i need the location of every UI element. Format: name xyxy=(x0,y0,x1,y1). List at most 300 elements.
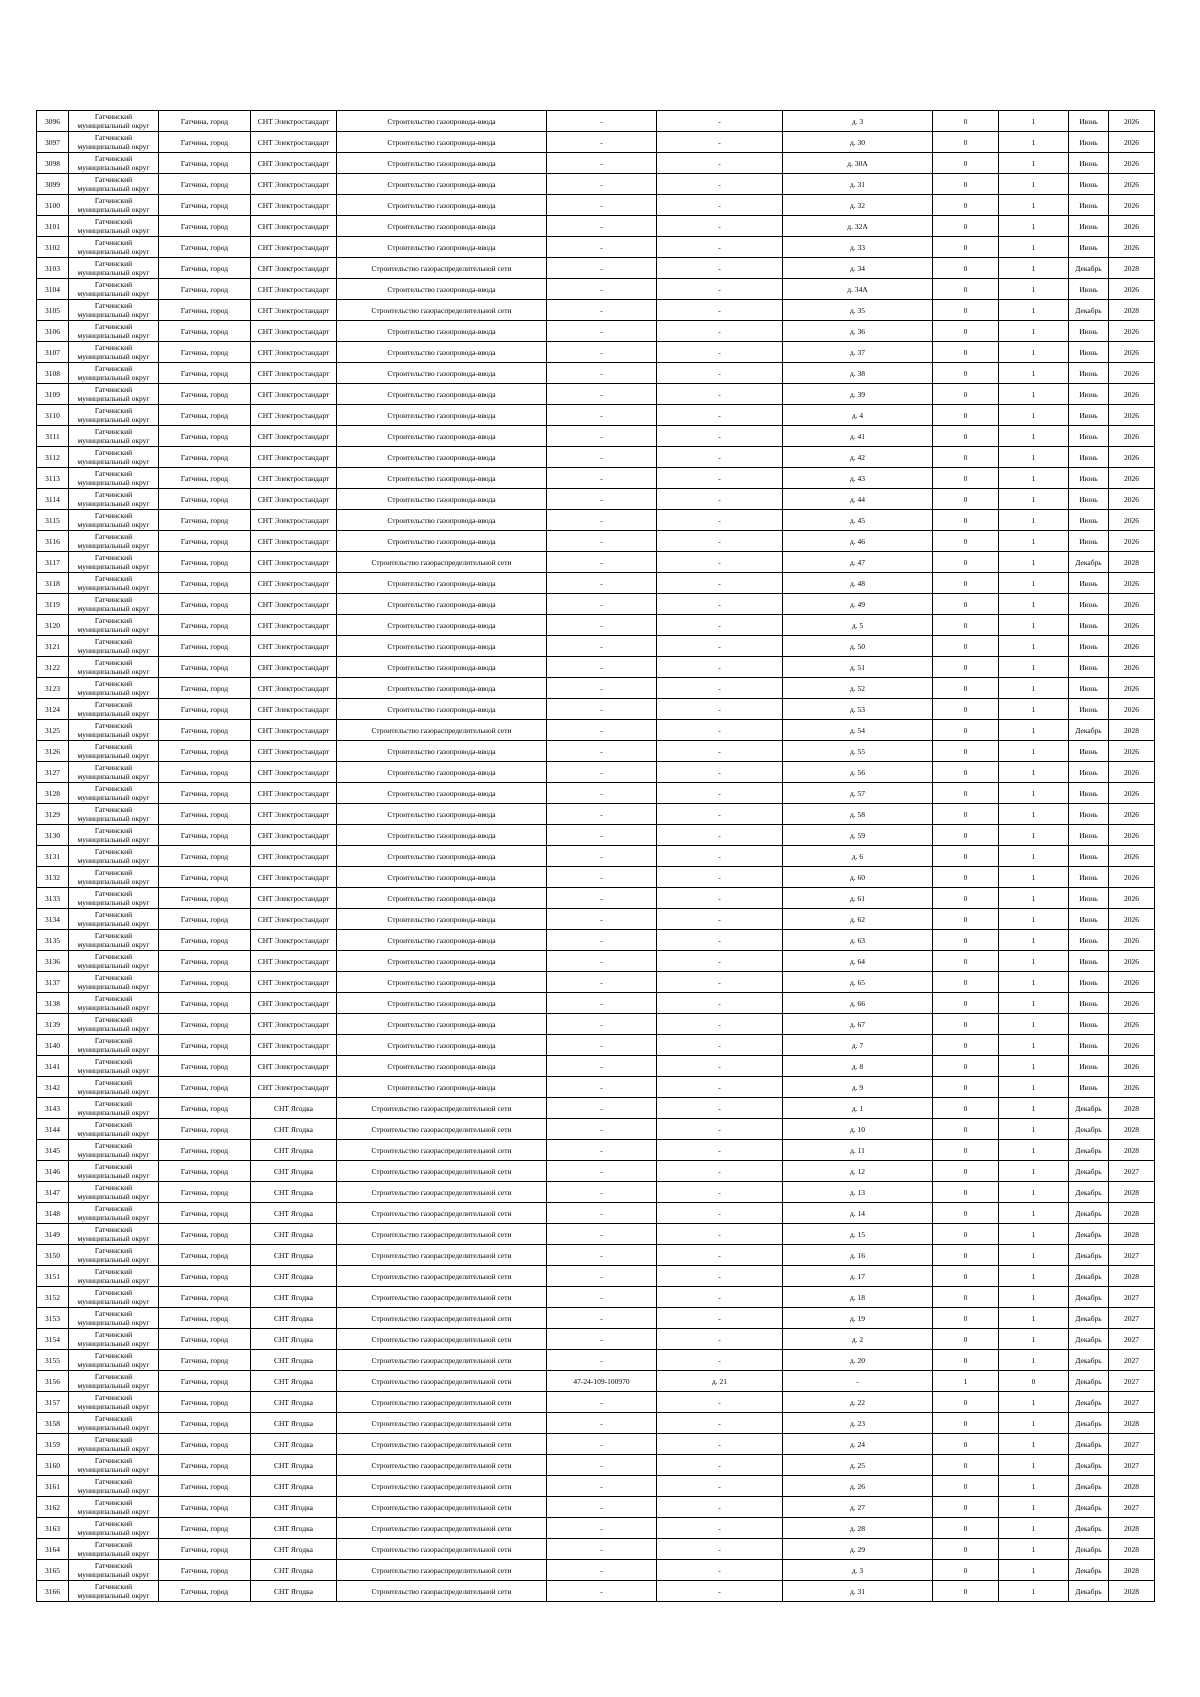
count-existing-cell: 0 xyxy=(933,930,999,951)
house-planned-cell: д. 34 xyxy=(783,258,933,279)
house-connected-cell: - xyxy=(657,699,783,720)
row-number-cell: 3160 xyxy=(37,1455,69,1476)
district-cell: Гатчинский муниципальный округ xyxy=(69,846,159,867)
table-row xyxy=(37,1539,1155,1560)
count-existing-cell: 0 xyxy=(933,1350,999,1371)
table-row xyxy=(37,279,1155,300)
snt-cell: СНТ Электростандарт xyxy=(251,615,337,636)
row-number-cell: 3114 xyxy=(37,489,69,510)
house-connected-cell: - xyxy=(657,1161,783,1182)
cadastral-number-cell: - xyxy=(547,216,657,237)
snt-cell: СНТ Электростандарт xyxy=(251,1056,337,1077)
count-existing-cell: 0 xyxy=(933,342,999,363)
cadastral-number-cell: - xyxy=(547,1329,657,1350)
snt-cell: СНТ Электростандарт xyxy=(251,1035,337,1056)
row-number-cell: 3130 xyxy=(37,825,69,846)
year-cell: 2027 xyxy=(1109,1329,1155,1350)
locality-cell: Гатчина, город xyxy=(159,699,251,720)
table-row xyxy=(37,972,1155,993)
count-existing-cell: 0 xyxy=(933,594,999,615)
year-cell: 2026 xyxy=(1109,825,1155,846)
row-number-cell: 3125 xyxy=(37,720,69,741)
cadastral-number-cell: - xyxy=(547,1140,657,1161)
snt-cell: СНТ Электростандарт xyxy=(251,153,337,174)
count-planned-cell: 1 xyxy=(999,951,1069,972)
count-planned-cell: 1 xyxy=(999,1182,1069,1203)
count-existing-cell: 0 xyxy=(933,867,999,888)
cadastral-number-cell: - xyxy=(547,1035,657,1056)
house-connected-cell: - xyxy=(657,741,783,762)
snt-cell: СНТ Электростандарт xyxy=(251,804,337,825)
house-planned-cell: д. 25 xyxy=(783,1455,933,1476)
snt-cell: СНТ Ягодка xyxy=(251,1203,337,1224)
count-planned-cell: 1 xyxy=(999,1497,1069,1518)
count-planned-cell: 1 xyxy=(999,489,1069,510)
count-planned-cell: 1 xyxy=(999,783,1069,804)
count-existing-cell: 0 xyxy=(933,1539,999,1560)
count-planned-cell: 1 xyxy=(999,1581,1069,1602)
month-cell: Июнь xyxy=(1069,384,1109,405)
district-cell: Гатчинский муниципальный округ xyxy=(69,1539,159,1560)
count-planned-cell: 1 xyxy=(999,1161,1069,1182)
locality-cell: Гатчина, город xyxy=(159,1308,251,1329)
month-cell: Декабрь xyxy=(1069,1539,1109,1560)
snt-cell: СНТ Электростандарт xyxy=(251,573,337,594)
table-row xyxy=(37,804,1155,825)
locality-cell: Гатчина, город xyxy=(159,258,251,279)
count-existing-cell: 0 xyxy=(933,846,999,867)
district-cell: Гатчинский муниципальный округ xyxy=(69,321,159,342)
locality-cell: Гатчина, город xyxy=(159,720,251,741)
row-number-cell: 3142 xyxy=(37,1077,69,1098)
locality-cell: Гатчина, город xyxy=(159,1161,251,1182)
house-planned-cell: д. 3 xyxy=(783,111,933,132)
house-planned-cell: д. 45 xyxy=(783,510,933,531)
house-connected-cell: - xyxy=(657,510,783,531)
house-planned-cell: д. 37 xyxy=(783,342,933,363)
row-number-cell: 3141 xyxy=(37,1056,69,1077)
cadastral-number-cell: - xyxy=(547,1119,657,1140)
cadastral-number-cell: - xyxy=(547,279,657,300)
row-number-cell: 3146 xyxy=(37,1161,69,1182)
house-planned-cell: д. 4 xyxy=(783,405,933,426)
month-cell: Июнь xyxy=(1069,909,1109,930)
year-cell: 2028 xyxy=(1109,552,1155,573)
locality-cell: Гатчина, город xyxy=(159,867,251,888)
table-row xyxy=(37,132,1155,153)
district-cell: Гатчинский муниципальный округ xyxy=(69,1287,159,1308)
year-cell: 2026 xyxy=(1109,972,1155,993)
table-row xyxy=(37,1413,1155,1434)
table-row xyxy=(37,1350,1155,1371)
house-connected-cell: - xyxy=(657,930,783,951)
row-number-cell: 3138 xyxy=(37,993,69,1014)
locality-cell: Гатчина, город xyxy=(159,1350,251,1371)
snt-cell: СНТ Электростандарт xyxy=(251,237,337,258)
count-existing-cell: 0 xyxy=(933,804,999,825)
year-cell: 2026 xyxy=(1109,741,1155,762)
house-planned-cell: - xyxy=(783,1371,933,1392)
table-row xyxy=(37,1140,1155,1161)
year-cell: 2026 xyxy=(1109,1056,1155,1077)
snt-cell: СНТ Электростандарт xyxy=(251,531,337,552)
district-cell: Гатчинский муниципальный округ xyxy=(69,1413,159,1434)
house-connected-cell: - xyxy=(657,300,783,321)
count-existing-cell: 0 xyxy=(933,762,999,783)
table-row xyxy=(37,258,1155,279)
cadastral-number-cell: - xyxy=(547,1392,657,1413)
house-connected-cell: - xyxy=(657,1560,783,1581)
table-row xyxy=(37,216,1155,237)
house-connected-cell: - xyxy=(657,909,783,930)
month-cell: Декабрь xyxy=(1069,1161,1109,1182)
work-type-cell: Строительство газопровода-ввода xyxy=(337,804,547,825)
cadastral-number-cell: - xyxy=(547,1413,657,1434)
district-cell: Гатчинский муниципальный округ xyxy=(69,552,159,573)
count-planned-cell: 1 xyxy=(999,468,1069,489)
cadastral-number-cell: - xyxy=(547,1056,657,1077)
work-type-cell: Строительство газопровода-ввода xyxy=(337,426,547,447)
district-cell: Гатчинский муниципальный округ xyxy=(69,951,159,972)
row-number-cell: 3103 xyxy=(37,258,69,279)
cadastral-number-cell: - xyxy=(547,804,657,825)
district-cell: Гатчинский муниципальный округ xyxy=(69,426,159,447)
locality-cell: Гатчина, город xyxy=(159,657,251,678)
count-existing-cell: 0 xyxy=(933,237,999,258)
row-number-cell: 3121 xyxy=(37,636,69,657)
month-cell: Декабрь xyxy=(1069,1329,1109,1350)
year-cell: 2026 xyxy=(1109,993,1155,1014)
work-type-cell: Строительство газопровода-ввода xyxy=(337,447,547,468)
month-cell: Декабрь xyxy=(1069,1098,1109,1119)
year-cell: 2026 xyxy=(1109,405,1155,426)
year-cell: 2028 xyxy=(1109,300,1155,321)
snt-cell: СНТ Электростандарт xyxy=(251,741,337,762)
table-row xyxy=(37,468,1155,489)
cadastral-number-cell: - xyxy=(547,300,657,321)
cadastral-number-cell: - xyxy=(547,846,657,867)
count-planned-cell: 1 xyxy=(999,1287,1069,1308)
house-connected-cell: - xyxy=(657,132,783,153)
count-planned-cell: 1 xyxy=(999,195,1069,216)
work-type-cell: Строительство газопровода-ввода xyxy=(337,216,547,237)
locality-cell: Гатчина, город xyxy=(159,1539,251,1560)
row-number-cell: 3145 xyxy=(37,1140,69,1161)
house-planned-cell: д. 26 xyxy=(783,1476,933,1497)
table-row xyxy=(37,1329,1155,1350)
table-row xyxy=(37,1056,1155,1077)
work-type-cell: Строительство газораспределительной сети xyxy=(337,1476,547,1497)
year-cell: 2028 xyxy=(1109,1224,1155,1245)
year-cell: 2026 xyxy=(1109,468,1155,489)
table-row xyxy=(37,825,1155,846)
table-row xyxy=(37,741,1155,762)
house-planned-cell: д. 65 xyxy=(783,972,933,993)
cadastral-number-cell: - xyxy=(547,636,657,657)
district-cell: Гатчинский муниципальный округ xyxy=(69,1245,159,1266)
count-existing-cell: 0 xyxy=(933,384,999,405)
house-planned-cell: д. 14 xyxy=(783,1203,933,1224)
locality-cell: Гатчина, город xyxy=(159,1518,251,1539)
house-planned-cell: д. 16 xyxy=(783,1245,933,1266)
count-existing-cell: 0 xyxy=(933,636,999,657)
year-cell: 2026 xyxy=(1109,111,1155,132)
count-planned-cell: 1 xyxy=(999,699,1069,720)
year-cell: 2026 xyxy=(1109,1077,1155,1098)
work-type-cell: Строительство газопровода-ввода xyxy=(337,1014,547,1035)
count-planned-cell: 1 xyxy=(999,930,1069,951)
house-connected-cell: - xyxy=(657,804,783,825)
month-cell: Декабрь xyxy=(1069,1371,1109,1392)
count-existing-cell: 0 xyxy=(933,1581,999,1602)
snt-cell: СНТ Электростандарт xyxy=(251,363,337,384)
table-row xyxy=(37,237,1155,258)
count-planned-cell: 1 xyxy=(999,573,1069,594)
work-type-cell: Строительство газопровода-ввода xyxy=(337,342,547,363)
cadastral-number-cell: - xyxy=(547,741,657,762)
work-type-cell: Строительство газопровода-ввода xyxy=(337,468,547,489)
count-planned-cell: 1 xyxy=(999,1476,1069,1497)
cadastral-number-cell: - xyxy=(547,615,657,636)
month-cell: Июнь xyxy=(1069,531,1109,552)
locality-cell: Гатчина, город xyxy=(159,615,251,636)
table-row xyxy=(37,573,1155,594)
count-planned-cell: 1 xyxy=(999,321,1069,342)
table-row xyxy=(37,153,1155,174)
house-planned-cell: д. 34А xyxy=(783,279,933,300)
house-planned-cell: д. 30 xyxy=(783,132,933,153)
cadastral-number-cell: - xyxy=(547,237,657,258)
house-planned-cell: д. 49 xyxy=(783,594,933,615)
cadastral-number-cell: - xyxy=(547,1539,657,1560)
month-cell: Июнь xyxy=(1069,195,1109,216)
count-existing-cell: 0 xyxy=(933,258,999,279)
district-cell: Гатчинский муниципальный округ xyxy=(69,342,159,363)
locality-cell: Гатчина, город xyxy=(159,132,251,153)
cadastral-number-cell: - xyxy=(547,657,657,678)
work-type-cell: Строительство газопровода-ввода xyxy=(337,930,547,951)
year-cell: 2026 xyxy=(1109,804,1155,825)
row-number-cell: 3108 xyxy=(37,363,69,384)
house-connected-cell: - xyxy=(657,1329,783,1350)
locality-cell: Гатчина, город xyxy=(159,636,251,657)
work-type-cell: Строительство газопровода-ввода xyxy=(337,237,547,258)
count-existing-cell: 0 xyxy=(933,405,999,426)
snt-cell: СНТ Ягодка xyxy=(251,1224,337,1245)
count-existing-cell: 0 xyxy=(933,1266,999,1287)
count-existing-cell: 0 xyxy=(933,510,999,531)
count-planned-cell: 1 xyxy=(999,1350,1069,1371)
table-row xyxy=(37,993,1155,1014)
row-number-cell: 3111 xyxy=(37,426,69,447)
table-row xyxy=(37,342,1155,363)
locality-cell: Гатчина, город xyxy=(159,1413,251,1434)
table-row xyxy=(37,111,1155,132)
month-cell: Июнь xyxy=(1069,405,1109,426)
district-cell: Гатчинский муниципальный округ xyxy=(69,174,159,195)
work-type-cell: Строительство газораспределительной сети xyxy=(337,1098,547,1119)
work-type-cell: Строительство газопровода-ввода xyxy=(337,909,547,930)
house-planned-cell: д. 23 xyxy=(783,1413,933,1434)
cadastral-number-cell: - xyxy=(547,1266,657,1287)
work-type-cell: Строительство газопровода-ввода xyxy=(337,132,547,153)
row-number-cell: 3099 xyxy=(37,174,69,195)
table-row xyxy=(37,510,1155,531)
table-row xyxy=(37,594,1155,615)
cadastral-number-cell: - xyxy=(547,1224,657,1245)
house-planned-cell: д. 35 xyxy=(783,300,933,321)
district-cell: Гатчинский муниципальный округ xyxy=(69,594,159,615)
house-connected-cell: - xyxy=(657,321,783,342)
table-row xyxy=(37,867,1155,888)
cadastral-number-cell: - xyxy=(547,1434,657,1455)
year-cell: 2027 xyxy=(1109,1350,1155,1371)
district-cell: Гатчинский муниципальный округ xyxy=(69,762,159,783)
work-type-cell: Строительство газораспределительной сети xyxy=(337,1434,547,1455)
locality-cell: Гатчина, город xyxy=(159,195,251,216)
house-connected-cell: - xyxy=(657,1287,783,1308)
year-cell: 2026 xyxy=(1109,657,1155,678)
year-cell: 2027 xyxy=(1109,1245,1155,1266)
house-planned-cell: д. 18 xyxy=(783,1287,933,1308)
gasification-schedule-table xyxy=(36,110,1155,1602)
year-cell: 2026 xyxy=(1109,1014,1155,1035)
row-number-cell: 3098 xyxy=(37,153,69,174)
locality-cell: Гатчина, город xyxy=(159,405,251,426)
count-planned-cell: 1 xyxy=(999,888,1069,909)
locality-cell: Гатчина, город xyxy=(159,1182,251,1203)
snt-cell: СНТ Ягодка xyxy=(251,1329,337,1350)
year-cell: 2026 xyxy=(1109,216,1155,237)
work-type-cell: Строительство газораспределительной сети xyxy=(337,1245,547,1266)
row-number-cell: 3109 xyxy=(37,384,69,405)
snt-cell: СНТ Ягодка xyxy=(251,1497,337,1518)
house-planned-cell: д. 62 xyxy=(783,909,933,930)
house-connected-cell: - xyxy=(657,1056,783,1077)
house-connected-cell: - xyxy=(657,1098,783,1119)
house-planned-cell: д. 50 xyxy=(783,636,933,657)
month-cell: Декабрь xyxy=(1069,1350,1109,1371)
year-cell: 2026 xyxy=(1109,279,1155,300)
house-planned-cell: д. 58 xyxy=(783,804,933,825)
work-type-cell: Строительство газораспределительной сети xyxy=(337,1581,547,1602)
house-planned-cell: д. 36 xyxy=(783,321,933,342)
district-cell: Гатчинский муниципальный округ xyxy=(69,678,159,699)
snt-cell: СНТ Электростандарт xyxy=(251,888,337,909)
month-cell: Июнь xyxy=(1069,363,1109,384)
year-cell: 2026 xyxy=(1109,384,1155,405)
locality-cell: Гатчина, город xyxy=(159,804,251,825)
year-cell: 2027 xyxy=(1109,1371,1155,1392)
table-row xyxy=(37,1308,1155,1329)
year-cell: 2026 xyxy=(1109,636,1155,657)
house-connected-cell: - xyxy=(657,174,783,195)
row-number-cell: 3140 xyxy=(37,1035,69,1056)
house-connected-cell: - xyxy=(657,573,783,594)
count-existing-cell: 0 xyxy=(933,825,999,846)
house-planned-cell: д. 52 xyxy=(783,678,933,699)
snt-cell: СНТ Ягодка xyxy=(251,1518,337,1539)
count-planned-cell: 1 xyxy=(999,1245,1069,1266)
house-connected-cell: - xyxy=(657,342,783,363)
count-planned-cell: 1 xyxy=(999,867,1069,888)
year-cell: 2026 xyxy=(1109,237,1155,258)
house-planned-cell: д. 60 xyxy=(783,867,933,888)
month-cell: Июнь xyxy=(1069,216,1109,237)
snt-cell: СНТ Ягодка xyxy=(251,1413,337,1434)
cadastral-number-cell: - xyxy=(547,1455,657,1476)
count-existing-cell: 0 xyxy=(933,1203,999,1224)
year-cell: 2027 xyxy=(1109,1308,1155,1329)
year-cell: 2026 xyxy=(1109,762,1155,783)
house-connected-cell: - xyxy=(657,762,783,783)
snt-cell: СНТ Электростандарт xyxy=(251,384,337,405)
table-row xyxy=(37,636,1155,657)
row-number-cell: 3151 xyxy=(37,1266,69,1287)
year-cell: 2026 xyxy=(1109,678,1155,699)
district-cell: Гатчинский муниципальный округ xyxy=(69,1161,159,1182)
cadastral-number-cell: - xyxy=(547,1203,657,1224)
count-existing-cell: 0 xyxy=(933,699,999,720)
count-planned-cell: 1 xyxy=(999,846,1069,867)
count-planned-cell: 1 xyxy=(999,1035,1069,1056)
house-connected-cell: - xyxy=(657,1434,783,1455)
row-number-cell: 3104 xyxy=(37,279,69,300)
month-cell: Декабрь xyxy=(1069,1434,1109,1455)
cadastral-number-cell: - xyxy=(547,1287,657,1308)
count-existing-cell: 0 xyxy=(933,888,999,909)
district-cell: Гатчинский муниципальный округ xyxy=(69,1035,159,1056)
year-cell: 2028 xyxy=(1109,1476,1155,1497)
row-number-cell: 3129 xyxy=(37,804,69,825)
count-existing-cell: 0 xyxy=(933,1014,999,1035)
district-cell: Гатчинский муниципальный округ xyxy=(69,1014,159,1035)
locality-cell: Гатчина, город xyxy=(159,1098,251,1119)
count-existing-cell: 0 xyxy=(933,1140,999,1161)
month-cell: Декабрь xyxy=(1069,1308,1109,1329)
locality-cell: Гатчина, город xyxy=(159,1203,251,1224)
year-cell: 2026 xyxy=(1109,342,1155,363)
cadastral-number-cell: - xyxy=(547,930,657,951)
work-type-cell: Строительство газопровода-ввода xyxy=(337,1035,547,1056)
cadastral-number-cell: - xyxy=(547,531,657,552)
work-type-cell: Строительство газораспределительной сети xyxy=(337,720,547,741)
locality-cell: Гатчина, город xyxy=(159,510,251,531)
district-cell: Гатчинский муниципальный округ xyxy=(69,363,159,384)
year-cell: 2026 xyxy=(1109,573,1155,594)
table-row xyxy=(37,300,1155,321)
count-existing-cell: 0 xyxy=(933,657,999,678)
table-row xyxy=(37,1434,1155,1455)
locality-cell: Гатчина, город xyxy=(159,300,251,321)
year-cell: 2026 xyxy=(1109,447,1155,468)
house-planned-cell: д. 1 xyxy=(783,1098,933,1119)
row-number-cell: 3165 xyxy=(37,1560,69,1581)
house-planned-cell: д. 43 xyxy=(783,468,933,489)
row-number-cell: 3112 xyxy=(37,447,69,468)
table-row xyxy=(37,195,1155,216)
locality-cell: Гатчина, город xyxy=(159,972,251,993)
row-number-cell: 3147 xyxy=(37,1182,69,1203)
count-existing-cell: 0 xyxy=(933,783,999,804)
count-planned-cell: 1 xyxy=(999,342,1069,363)
count-existing-cell: 0 xyxy=(933,573,999,594)
month-cell: Декабрь xyxy=(1069,1140,1109,1161)
house-planned-cell: д. 63 xyxy=(783,930,933,951)
work-type-cell: Строительство газораспределительной сети xyxy=(337,1161,547,1182)
count-existing-cell: 0 xyxy=(933,132,999,153)
locality-cell: Гатчина, город xyxy=(159,888,251,909)
